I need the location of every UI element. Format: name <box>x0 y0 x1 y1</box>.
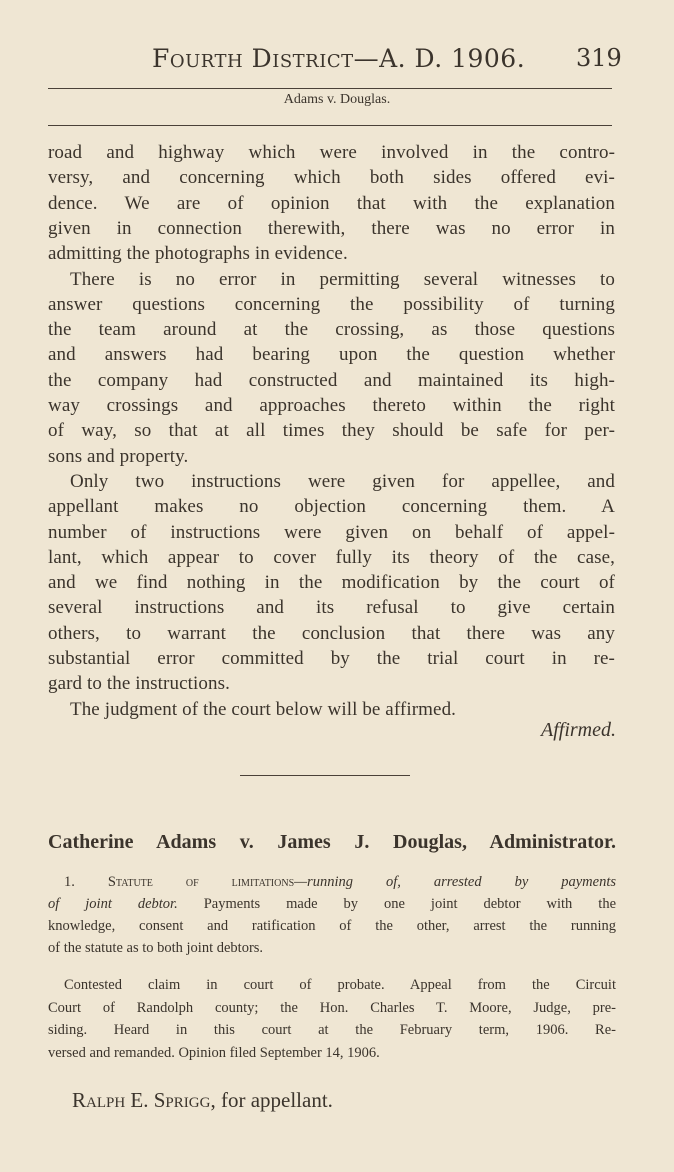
counsel-name: Ralph E. Sprigg, <box>72 1088 216 1112</box>
headnote-subtopic: —running of, arrested by payments <box>294 874 617 890</box>
page-number: 319 <box>576 44 622 72</box>
section-separator <box>240 775 410 776</box>
body-text-line: The judgment of the court below will be affirmed. <box>70 698 457 720</box>
headnote-topic: Statute of limitations <box>107 874 295 890</box>
headnote-line-2 <box>48 893 616 915</box>
counsel-line <box>72 1088 333 1113</box>
header-rule-bottom <box>48 125 612 126</box>
body-text-line: number of instructions were given on behalf of appel- <box>48 521 615 543</box>
statement-line: Court of Randolph county; the Hon. Charles T. Moore, Judge, pre- <box>48 999 616 1016</box>
body-text-line: others, to warrant the conclusion that there was any <box>48 622 615 644</box>
headnote-subtopic-rest: of joint debtor. <box>48 896 178 912</box>
body-text-line: lant, which appear to cover fully its theory of the case, <box>48 546 615 568</box>
body-text-line: several instructions and its refusal to give certain <box>48 597 615 619</box>
statement-line: versed and remanded. Opinion filed September 14, 1906. <box>48 1044 380 1061</box>
body-text-line: the team around at the crossing, as those questions <box>48 319 615 341</box>
statement-line: Contested claim in court of probate. Appeal from the Circuit <box>64 977 616 993</box>
statement-line: siding. Heard in this court at the February term, 1906. Re- <box>48 1022 616 1038</box>
counsel-role: for appellant. <box>220 1088 333 1112</box>
body-text-line: admitting the photographs in evidence. <box>48 243 348 265</box>
body-text-line: substantial error committed by the trial court in re- <box>48 648 615 669</box>
headnote-line-3: knowledge, consent and ratification of the other, arrest the running <box>48 918 616 934</box>
body-text-line: sons and property. <box>48 445 189 467</box>
body-text-line: dence. We are of opinion that with the explanation <box>48 192 615 214</box>
body-text-line: There is no error in permitting several witnesses to <box>70 268 615 290</box>
headnote-text: Payments made by one joint debtor with the <box>203 896 617 912</box>
body-text-line: Only two instructions were given for appellee, and <box>70 470 615 492</box>
body-text-line: gard to the instructions. <box>48 673 230 695</box>
body-text-line: road and highway which were involved in the contro- <box>48 142 615 163</box>
body-text-line: way crossings and approaches thereto within the right <box>48 395 615 416</box>
body-text-line: answer questions concerning the possibility of turning <box>48 293 615 315</box>
headnote-line-1 <box>64 871 616 893</box>
header-rule-top <box>48 88 612 89</box>
body-text-line: the company had constructed and maintained its high- <box>48 369 615 391</box>
body-text-line: given in connection therewith, there was no error in <box>48 217 615 239</box>
body-text-line: and answers had bearing upon the question whether <box>48 344 615 366</box>
case-title: Catherine Adams v. James J. Douglas, Administrator. <box>48 831 616 853</box>
headnote-line-4: of the statute as to both joint debtors. <box>48 940 264 956</box>
headnote-number: 1. <box>64 874 75 890</box>
body-text-line: versy, and concerning which both sides offered evi- <box>48 167 615 189</box>
affirmed-label: Affirmed. <box>541 719 616 741</box>
body-text-line: and we find nothing in the modification by the court of <box>48 572 615 594</box>
case-running-head: Adams v. Douglas. <box>283 92 391 107</box>
body-text-line: of way, so that at all times they should be safe for per- <box>48 420 615 442</box>
body-text-line: appellant makes no objection concerning them. A <box>48 496 615 518</box>
running-title: Fourth District—A. D. 1906. <box>152 44 526 73</box>
